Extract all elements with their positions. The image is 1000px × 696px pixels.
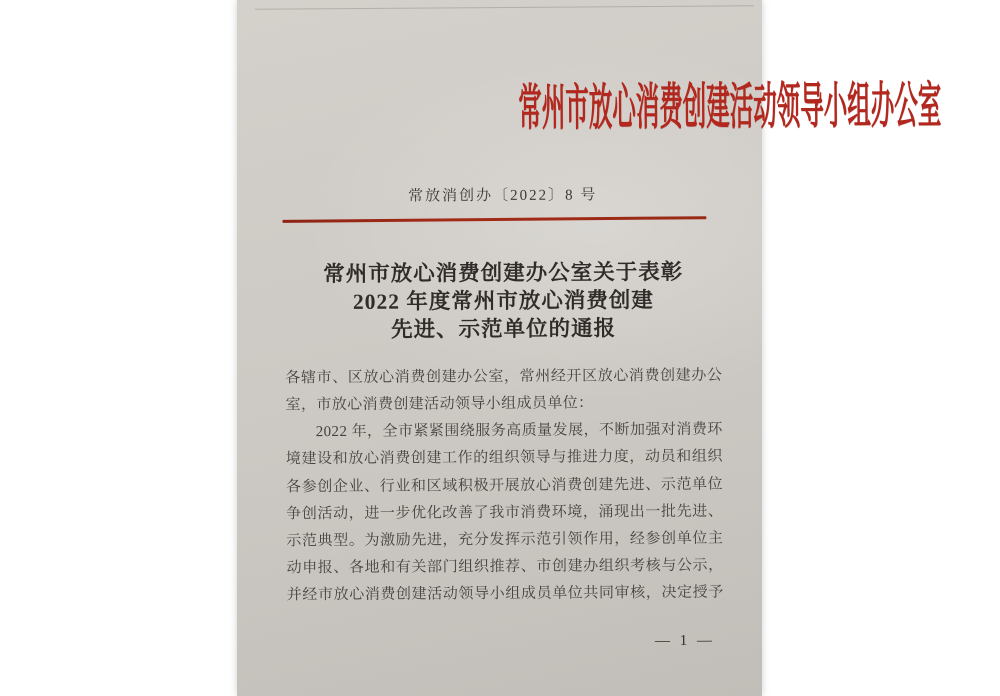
page-number: — 1 — bbox=[654, 632, 716, 650]
body-line: 2022 年，全市紧紧围绕服务高质量发展，不断加强对消费环 bbox=[315, 421, 723, 441]
document-title bbox=[285, 258, 723, 345]
body-line: 争创活动，进一步优化改善了我市消费环境，涌现出一批先进、 bbox=[286, 503, 724, 523]
body-line: 并经市放心消费创建活动领导小组成员单位共同审核，决定授予 bbox=[286, 584, 724, 604]
document-content bbox=[235, 0, 942, 696]
body-line: 示范典型。为激励先进，充分发挥示范引领作用，经参创单位主 bbox=[286, 530, 724, 550]
body-line: 室，市放心消费创建活动领导小组成员单位： bbox=[285, 395, 594, 414]
document-number: 常放消创办〔2022〕8 号 bbox=[408, 187, 598, 205]
document-red-header bbox=[280, 77, 942, 136]
title-line-3: 先进、示范单位的通报 bbox=[391, 316, 617, 343]
document-page bbox=[237, 0, 942, 696]
red-divider-line bbox=[282, 216, 706, 222]
body-line: 动申报、各地和有关部门组织推荐、市创建办组织考核与公示， bbox=[286, 557, 724, 577]
body-line: 各辖市、区放心消费创建办公室，常州经开区放心消费创建办公 bbox=[285, 367, 723, 387]
title-line-1: 常州市放心消费创建办公室关于表彰 bbox=[323, 259, 684, 287]
body-line: 境建设和放心消费创建工作的组织领导与推进力度，动员和组织 bbox=[285, 449, 723, 468]
title-line-2: 2022 年度常州市放心消费创建 bbox=[352, 288, 654, 315]
body-line: 各参创企业、行业和区域积极开展放心消费创建先进、示范单位 bbox=[286, 476, 724, 495]
document-body bbox=[285, 363, 723, 610]
red-header-text: 常州市放心消费创建活动领导小组办公室 bbox=[518, 77, 942, 136]
